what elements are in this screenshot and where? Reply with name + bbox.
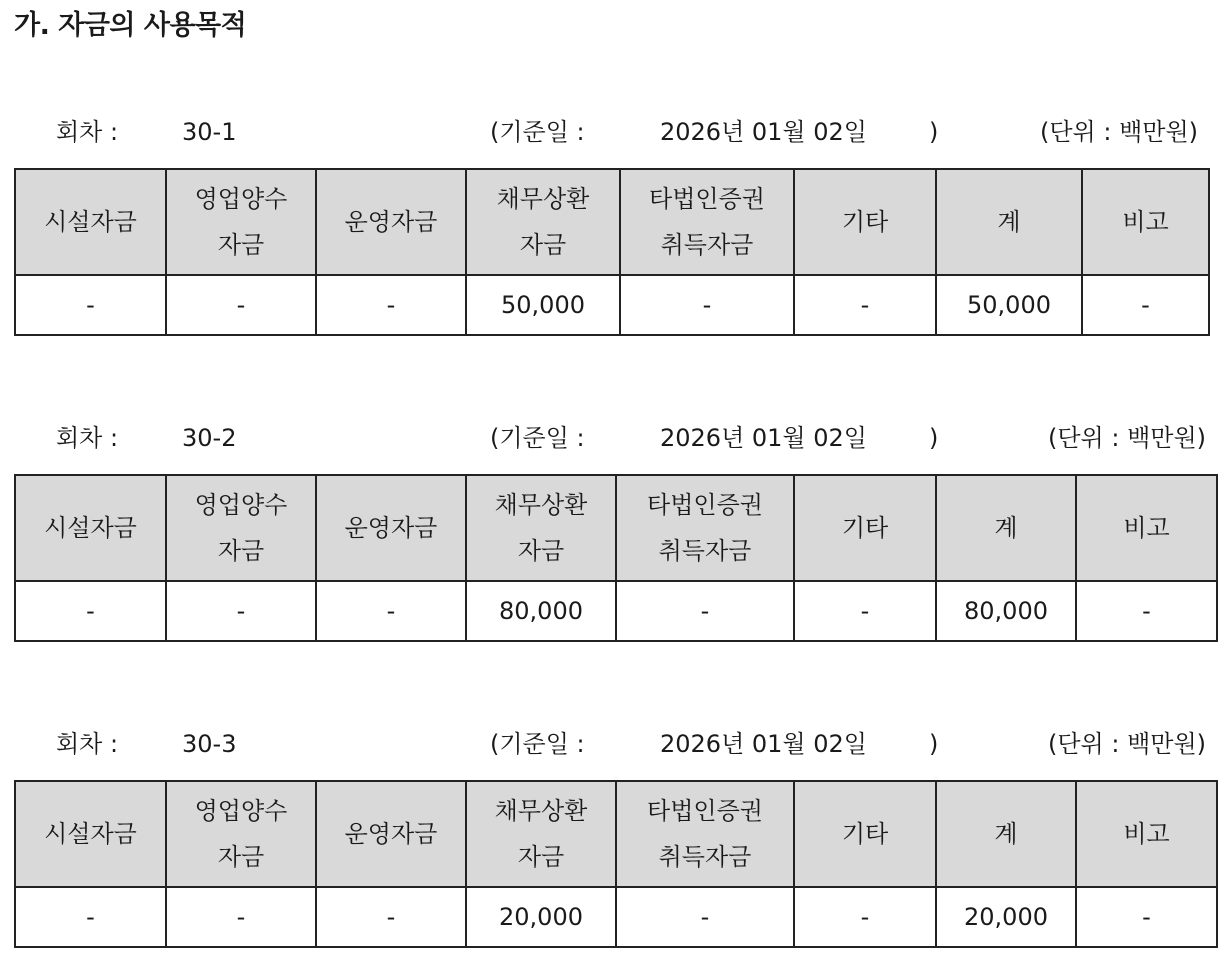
cell-debt-repayment: 20,000 bbox=[466, 887, 616, 947]
cell-securities-acquisition: - bbox=[616, 887, 794, 947]
base-date-value: 2026년 01월 02일 bbox=[660, 730, 867, 758]
base-date-value: 2026년 01월 02일 bbox=[660, 118, 867, 146]
round-value: 30-2 bbox=[182, 424, 237, 452]
base-date-value: 2026년 01월 02일 bbox=[660, 424, 867, 452]
col-header-total: 계 bbox=[936, 781, 1076, 887]
cell-remarks: - bbox=[1076, 887, 1217, 947]
base-date-close: ) bbox=[929, 118, 939, 146]
base-date-close: ) bbox=[929, 730, 939, 758]
col-header-business-acquisition: 영업양수 자금 bbox=[166, 475, 316, 581]
col-header-debt-repayment: 채무상환 자금 bbox=[466, 475, 616, 581]
cell-total: 50,000 bbox=[936, 275, 1082, 335]
cell-other: - bbox=[794, 887, 936, 947]
cell-securities-acquisition: - bbox=[620, 275, 794, 335]
round-label: 회차 : bbox=[56, 118, 119, 146]
col-header-debt-repayment: 채무상환 자금 bbox=[466, 781, 616, 887]
info-line bbox=[0, 112, 1226, 152]
fund-usage-table bbox=[14, 168, 1210, 336]
table-row bbox=[15, 581, 1217, 641]
col-header-securities-acquisition: 타법인증권 취득자금 bbox=[616, 781, 794, 887]
round-label: 회차 : bbox=[56, 730, 119, 758]
base-date-close: ) bbox=[929, 424, 939, 452]
col-header-total: 계 bbox=[936, 475, 1076, 581]
cell-debt-repayment: 80,000 bbox=[466, 581, 616, 641]
header-row bbox=[15, 169, 1209, 275]
cell-operating: - bbox=[316, 887, 466, 947]
cell-debt-repayment: 50,000 bbox=[466, 275, 620, 335]
cell-operating: - bbox=[316, 275, 466, 335]
cell-facility: - bbox=[15, 887, 166, 947]
cell-operating: - bbox=[316, 581, 466, 641]
fund-usage-table bbox=[14, 780, 1218, 948]
round-label: 회차 : bbox=[56, 424, 119, 452]
fund-usage-table bbox=[14, 474, 1218, 642]
header-row bbox=[15, 475, 1217, 581]
cell-total: 20,000 bbox=[936, 887, 1076, 947]
base-date-label: (기준일 : bbox=[490, 118, 585, 146]
col-header-other: 기타 bbox=[794, 475, 936, 581]
cell-other: - bbox=[794, 581, 936, 641]
col-header-total: 계 bbox=[936, 169, 1082, 275]
cell-securities-acquisition: - bbox=[616, 581, 794, 641]
col-header-debt-repayment: 채무상환 자금 bbox=[466, 169, 620, 275]
cell-facility: - bbox=[15, 581, 166, 641]
col-header-operating: 운영자금 bbox=[316, 475, 466, 581]
col-header-securities-acquisition: 타법인증권 취득자금 bbox=[616, 475, 794, 581]
col-header-operating: 운영자금 bbox=[316, 781, 466, 887]
col-header-facility: 시설자금 bbox=[15, 475, 166, 581]
page-title: 가. 자금의 사용목적 bbox=[14, 10, 247, 41]
info-line bbox=[0, 418, 1226, 458]
col-header-other: 기타 bbox=[794, 781, 936, 887]
cell-other: - bbox=[794, 275, 936, 335]
col-header-business-acquisition: 영업양수 자금 bbox=[166, 169, 316, 275]
col-header-remarks: 비고 bbox=[1076, 781, 1217, 887]
col-header-remarks: 비고 bbox=[1076, 475, 1217, 581]
base-date-label: (기준일 : bbox=[490, 730, 585, 758]
col-header-securities-acquisition: 타법인증권 취득자금 bbox=[620, 169, 794, 275]
cell-facility: - bbox=[15, 275, 166, 335]
col-header-remarks: 비고 bbox=[1082, 169, 1209, 275]
cell-business-acquisition: - bbox=[166, 887, 316, 947]
cell-business-acquisition: - bbox=[166, 275, 316, 335]
table-row bbox=[15, 275, 1209, 335]
header-row bbox=[15, 781, 1217, 887]
table-row bbox=[15, 887, 1217, 947]
col-header-operating: 운영자금 bbox=[316, 169, 466, 275]
cell-remarks: - bbox=[1082, 275, 1209, 335]
info-line bbox=[0, 724, 1226, 764]
unit-label: (단위 : 백만원) bbox=[1048, 730, 1206, 758]
cell-total: 80,000 bbox=[936, 581, 1076, 641]
col-header-facility: 시설자금 bbox=[15, 781, 166, 887]
cell-remarks: - bbox=[1076, 581, 1217, 641]
unit-label: (단위 : 백만원) bbox=[1040, 118, 1198, 146]
base-date-label: (기준일 : bbox=[490, 424, 585, 452]
col-header-facility: 시설자금 bbox=[15, 169, 166, 275]
unit-label: (단위 : 백만원) bbox=[1048, 424, 1206, 452]
col-header-other: 기타 bbox=[794, 169, 936, 275]
col-header-business-acquisition: 영업양수 자금 bbox=[166, 781, 316, 887]
round-value: 30-3 bbox=[182, 730, 237, 758]
cell-business-acquisition: - bbox=[166, 581, 316, 641]
round-value: 30-1 bbox=[182, 118, 237, 146]
